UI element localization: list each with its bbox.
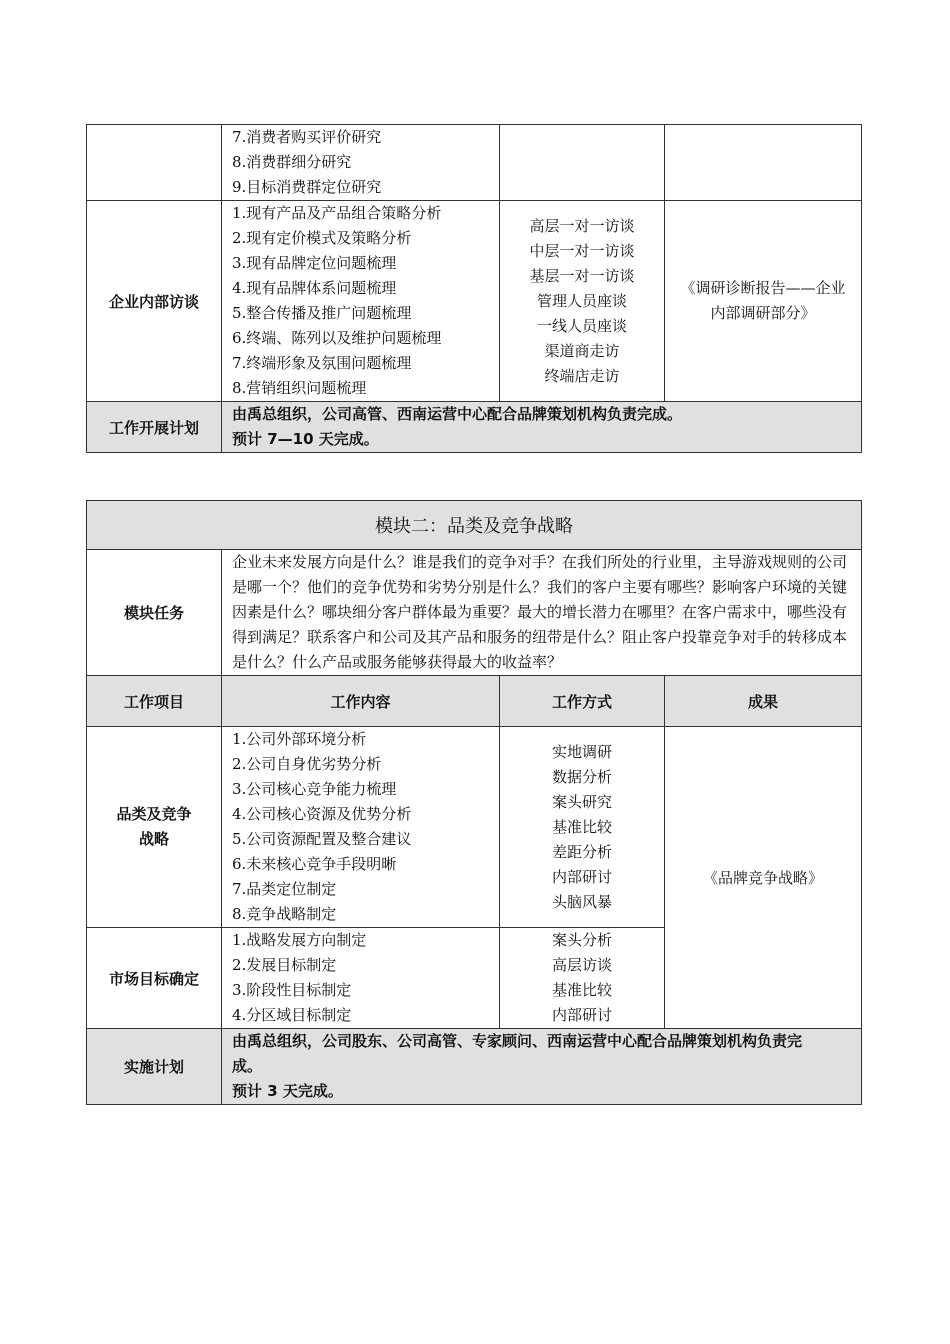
method-cell [500, 928, 665, 1029]
plan-label: 工作开展计划 [87, 402, 222, 453]
item-line: 品类及竞争 [116, 805, 192, 823]
content-line: 7.品类定位制定 [232, 880, 337, 898]
content-cell [222, 928, 500, 1029]
module1-table [86, 124, 862, 453]
item-cell: 企业内部访谈 [87, 201, 222, 402]
content-line: 2.发展目标制定 [232, 956, 337, 974]
content-cell [222, 201, 500, 402]
content-line: 3.阶段性目标制定 [232, 981, 352, 999]
method-cell [500, 727, 665, 928]
method-line: 实地调研 [551, 742, 612, 761]
table-row [87, 727, 862, 928]
item-cell: 市场目标确定 [87, 928, 222, 1029]
content-cell [222, 125, 500, 201]
plan-row [87, 1029, 862, 1105]
header-content: 工作内容 [222, 676, 500, 727]
plan-line: 预计 7—10 天完成。 [232, 430, 379, 448]
method-line: 案头分析 [551, 931, 612, 949]
header-result: 成果 [665, 676, 862, 727]
content-line: 5.公司资源配置及整合建议 [232, 830, 412, 848]
module2-table [86, 500, 862, 1105]
content-line: 7.终端形象及氛围问题梳理 [232, 354, 412, 372]
content-line: 1.战略发展方向制定 [232, 931, 367, 949]
content-line: 7.消费者购买评价研究 [232, 128, 382, 146]
result-line: 《调研诊断报告——企业 [680, 279, 846, 297]
content-line: 9.目标消费群定位研究 [232, 178, 382, 196]
method-line: 差距分析 [551, 842, 612, 861]
method-line: 一线人员座谈 [536, 316, 627, 335]
method-line: 终端店走访 [544, 366, 620, 385]
table-row [87, 201, 862, 402]
method-line: 基准比较 [551, 981, 612, 999]
result-cell: 《品牌竞争战略》 [665, 727, 862, 1029]
result-line: 内部调研部分》 [710, 304, 816, 322]
content-line: 4.公司核心资源及优势分析 [232, 805, 412, 823]
header-method: 工作方式 [500, 676, 665, 727]
content-cell [222, 727, 500, 928]
content-line: 4.分区域目标制定 [232, 1006, 352, 1024]
method-cell [500, 201, 665, 402]
method-line: 案头研究 [551, 792, 612, 811]
item-cell [87, 727, 222, 928]
module-title-row [87, 501, 862, 550]
plan-line: 由禹总组织，公司股东、公司高管、专家顾问、西南运营中心配合品牌策划机构负责完 [232, 1032, 803, 1050]
method-cell [500, 125, 665, 201]
result-cell [665, 125, 862, 201]
plan-line: 由禹总组织，公司高管、西南运营中心配合品牌策划机构负责完成。 [232, 405, 683, 423]
method-line: 高层访谈 [551, 956, 612, 974]
result-cell [665, 201, 862, 402]
task-label: 模块任务 [87, 550, 222, 676]
method-line: 数据分析 [551, 767, 612, 786]
header-item: 工作项目 [87, 676, 222, 727]
content-line: 8.竞争战略制定 [232, 905, 337, 923]
method-line: 内部研讨 [551, 1006, 612, 1024]
content-line: 3.公司核心竞争能力梳理 [232, 780, 397, 798]
plan-row [87, 402, 862, 453]
method-line: 中层一对一访谈 [529, 241, 635, 260]
header-row [87, 676, 862, 727]
task-row [87, 550, 862, 676]
task-text: 企业未来发展方向是什么？谁是我们的竞争对手？在我们所处的行业里，主导游戏规则的公司是哪一个？他们的竞争优势和劣势分别是什么？我们的客户主要有哪些？影响客户环境的关键因素是什么？哪块细分客户群体最为重要？最大的增长潜力在哪里？在客户需求中，哪些没有得到满足？联系客户和公司及其产品和服务的纽带是什么？阻止客户投靠竞争对手的转移成本是什么？什么产品或服务能够获得最大的收益率？ [222, 550, 862, 676]
method-line: 渠道商走访 [544, 341, 620, 360]
content-line: 2.公司自身优劣势分析 [232, 755, 382, 773]
method-line: 基准比较 [551, 817, 612, 836]
plan-label: 实施计划 [87, 1029, 222, 1105]
method-line: 高层一对一访谈 [529, 216, 635, 235]
content-line: 5.整合传播及推广问题梳理 [232, 304, 412, 322]
item-cell [87, 125, 222, 201]
method-line: 头脑风暴 [551, 892, 612, 911]
content-line: 6.未来核心竞争手段明晰 [232, 855, 397, 873]
plan-text [222, 1029, 862, 1105]
content-line: 1.公司外部环境分析 [232, 730, 367, 748]
plan-text [222, 402, 862, 453]
content-line: 3.现有品牌定位问题梳理 [232, 254, 397, 272]
method-line: 内部研讨 [551, 867, 612, 886]
content-line: 8.营销组织问题梳理 [232, 379, 367, 397]
content-line: 6.终端、陈列以及维护问题梳理 [232, 329, 442, 347]
content-line: 1.现有产品及产品组合策略分析 [232, 204, 442, 222]
module-title: 模块二：品类及竞争战略 [87, 501, 862, 550]
plan-line: 成。 [232, 1057, 263, 1075]
method-line: 基层一对一访谈 [529, 266, 635, 285]
table-row [87, 125, 862, 201]
content-line: 4.现有品牌体系问题梳理 [232, 279, 397, 297]
content-line: 2.现有定价模式及策略分析 [232, 229, 412, 247]
item-line: 战略 [138, 830, 169, 848]
content-line: 8.消费群细分研究 [232, 153, 352, 171]
plan-line: 预计 3 天完成。 [232, 1082, 343, 1100]
method-line: 管理人员座谈 [536, 291, 627, 310]
